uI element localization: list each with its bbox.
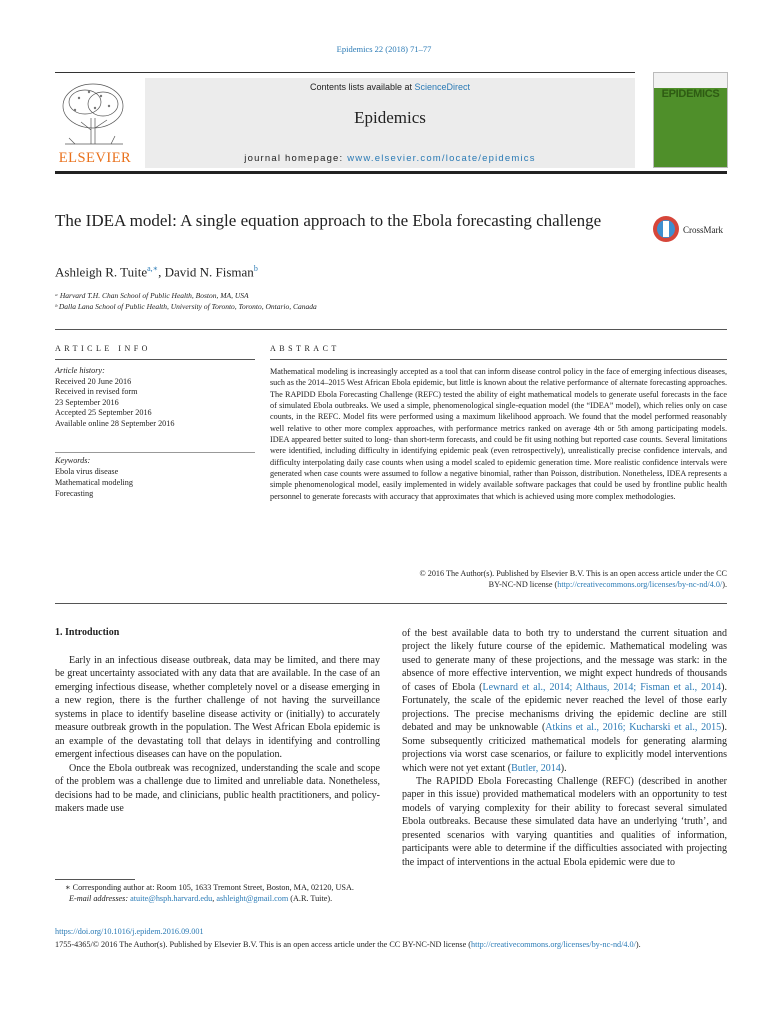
author-list (55, 264, 258, 280)
sciencedirect-link[interactable]: ScienceDirect (414, 82, 471, 92)
history-line: 23 September 2016 (55, 397, 119, 407)
affiliation-a: ᵃ Harvard T.H. Chan School of Public Health, Boston, MA, USA (55, 291, 249, 300)
email-separator: , (212, 894, 217, 903)
email-link[interactable]: ashleight@gmail.com (216, 894, 289, 903)
body-paragraph (402, 627, 727, 775)
introduction-heading: 1. Introduction (55, 627, 120, 638)
affiliation-b: ᵇ Dalla Lana School of Public Health, University of Toronto, Toronto, Ontario, Canada (55, 302, 317, 311)
history-line: Accepted 25 September 2016 (55, 408, 152, 417)
article-info-heading: ARTICLE INFO (55, 344, 151, 353)
homepage-prefix: journal homepage: (244, 153, 348, 164)
email-label: E-mail addresses: (69, 894, 131, 903)
journal-homepage-line (145, 153, 635, 164)
footnote-rule (55, 879, 135, 880)
copyright-suffix: ). (722, 580, 727, 590)
copyright-license-prefix: BY-NC-ND license ( (488, 580, 558, 590)
license-link[interactable]: http://creativecommons.org/licenses/by-nc-nd/4.0/ (470, 940, 636, 949)
body-paragraph: The RAPIDD Ebola Forecasting Challenge (REFC) (described in another paper in this issue) provided mathematical modelers with an opportunity to test models of varying complexity for their ability to forecast several simulated Ebola outbreaks. Because these simulated data have an underlying ‘truth’, and presented scenarios with varying quantities and qualities of information, participants were able to determine if the difficulties associated with projecting the impact of interventions in the actual Ebola epidemic were due to (402, 775, 727, 868)
citation-link[interactable]: Atkins et al., 2016; Kucharski et al., 2015 (545, 722, 722, 734)
author-affiliation-marker[interactable]: a,∗ (147, 264, 159, 273)
elsevier-wordmark: ELSEVIER (58, 150, 132, 166)
citation-link[interactable]: Lewnard et al., 2014; Althaus, 2014; Fisman et al., 2014 (482, 681, 722, 693)
issn-suffix: ). (635, 940, 641, 949)
journal-cover-title: EPIDEMICS (661, 88, 720, 100)
header-bottom-rule (55, 171, 727, 174)
keyword-item: Ebola virus disease (55, 467, 119, 476)
article-info-rule (55, 359, 255, 360)
corresponding-author-footnote (55, 882, 385, 904)
license-link[interactable]: http://creativecommons.org/licenses/by-nc-nd/4.0/ (557, 580, 723, 590)
email-link[interactable]: atuite@hsph.harvard.edu (130, 894, 213, 903)
abstract-heading: ABSTRACT (270, 344, 340, 353)
doi-link[interactable]: https://doi.org/10.1016/j.epidem.2016.09.001 (55, 927, 204, 936)
body-column-left (55, 654, 380, 815)
header-top-rule (55, 72, 635, 73)
journal-name: Epidemics (354, 108, 426, 127)
copyright-line: © 2016 The Author(s). Published by Elsevier B.V. This is an open access article under the CC (419, 569, 727, 578)
journal-citation[interactable]: Epidemics 22 (2018) 71–77 (336, 44, 432, 54)
body-paragraph: Early in an infectious disease outbreak, data may be limited, and there may be great uncertainty associated with any data that are available. In the case of an emerging infectious disease, whether completely novel or a disease emerging in a new region, there is the further challenge of not having the surveillance systems in place to identify baseline disease activity or (initially) to accurately measure outbreak growth in the population. The West African Ebola epidemic is an example of the devastating toll that delays in identifying and controlling emergent infectious diseases can have on the population. (55, 655, 380, 761)
author-separator: , (158, 264, 165, 280)
keywords-label: Keywords: (55, 456, 91, 465)
section-rule (55, 329, 727, 330)
history-line: Available online 28 September 2016 (55, 418, 175, 428)
body-column-right (402, 627, 727, 869)
keywords-rule (55, 452, 255, 453)
abstract-text: Mathematical modeling is increasingly accepted as a tool that can inform disease control policy in the face of emerging infectious diseases, such as the 2014–2015 West African Ebola epidemic, but little is known about the relative performance of alternate forecasting approaches. The RAPIDD Ebola Forecasting Challenge (REFC) tested the ability of eight mathematical models to generate useful forecasts in the face of simulated Ebola outbreaks. We used a simple, phenomenological single-equation model (the “IDEA” model), which relies only on case counts, in the REFC. Model fits were performed using a maximum likelihood approach. We found that the model performed reasonably well relative to other more complex approaches, with performance metrics ranked on average 4th or 5th among participating models. IDEA appeared better suited to long- than short-term forecasts, and could be fit using nothing but reported case counts. Several limitations were identified, including difficulty in identifying epidemic peak (even retrospectively), unrealistically precise confidence intervals, and difficulty interpolating daily case counts when using a model scaled to epidemic generation time. More realistic confidence intervals were generated when case counts were assumed to follow a negative binomial, rather than Poisson, distribution. Nonetheless, IDEA represents a simple phenomenological model, easily implemented in widely available software packages that could be used by frontline public health personnel to generate forecasts with accuracy that approximates that which is achieved using more complex methodologies. (270, 367, 727, 501)
crossmark-label: CrossMark (683, 225, 723, 235)
abstract-bottom-rule (55, 603, 727, 604)
history-line: Received 20 June 2016 (55, 376, 132, 386)
issn-license-line (55, 939, 727, 950)
homepage-link[interactable]: www.elsevier.com/locate/epidemics (347, 153, 536, 164)
author-name[interactable]: Ashleigh R. Tuite (55, 264, 148, 280)
article-history (55, 366, 255, 429)
keywords-block (55, 455, 255, 499)
article-title: The IDEA model: A single equation approach to the Ebola forecasting challenge (55, 211, 602, 230)
abstract-copyright (270, 568, 727, 591)
citation-link[interactable]: Butler, 2014 (511, 762, 561, 774)
paragraph-text: ). Fortunately, the scale of the epidemic never reached the level of those early projections. The precise mechanisms driving the epidemic decline are still debated and may be unknowable ( (402, 681, 727, 734)
issn-text: 1755-4365/© 2016 The Author(s). Published by Elsevier B.V. This is an open access article under the CC BY-NC-ND license ( (55, 940, 471, 949)
history-label: Article history: (55, 366, 105, 375)
paragraph-text: of the best available data to both try to understand the current situation and project the likely future course of the epidemic. Mathematical modeling was used to generate many of these projections, and the message was stark: in the absence of more effective intervention, we might expect hundreds of thousands of cases of Ebola ( (402, 628, 727, 693)
email-suffix: (A.R. Tuite). (288, 894, 333, 903)
body-paragraph: Once the Ebola outbreak was recognized, understanding the scale and scope of the problem was a challenge due to limited and unreliable data. Nonetheless, decisions had to be made, and clinicians, public health practitioners, and policy-makers made use (55, 762, 380, 814)
contents-prefix: Contents lists available at (309, 82, 415, 92)
corresponding-author: ∗ Corresponding author at: Room 105, 1633 Tremont Street, Boston, MA, 02120, USA. (65, 883, 354, 892)
contents-available-line (145, 82, 635, 92)
crossmark-badge[interactable] (651, 213, 731, 245)
paragraph-text: ). Some subsequently criticized mathematical models for generating alarming projections via worst case scenarios, or failure to explicitly model interventions which were not yet extant ( (402, 722, 727, 774)
author-name[interactable]: David N. Fisman (164, 264, 254, 280)
keyword-item: Mathematical modeling (55, 478, 133, 487)
abstract-rule (270, 359, 727, 360)
author-affiliation-marker[interactable]: b (253, 264, 258, 273)
journal-cover-image[interactable] (653, 72, 728, 168)
email-line (55, 893, 385, 904)
keyword-item: Forecasting (55, 489, 94, 498)
paragraph-text: ). (560, 762, 567, 774)
history-line: Received in revised form (55, 387, 138, 396)
